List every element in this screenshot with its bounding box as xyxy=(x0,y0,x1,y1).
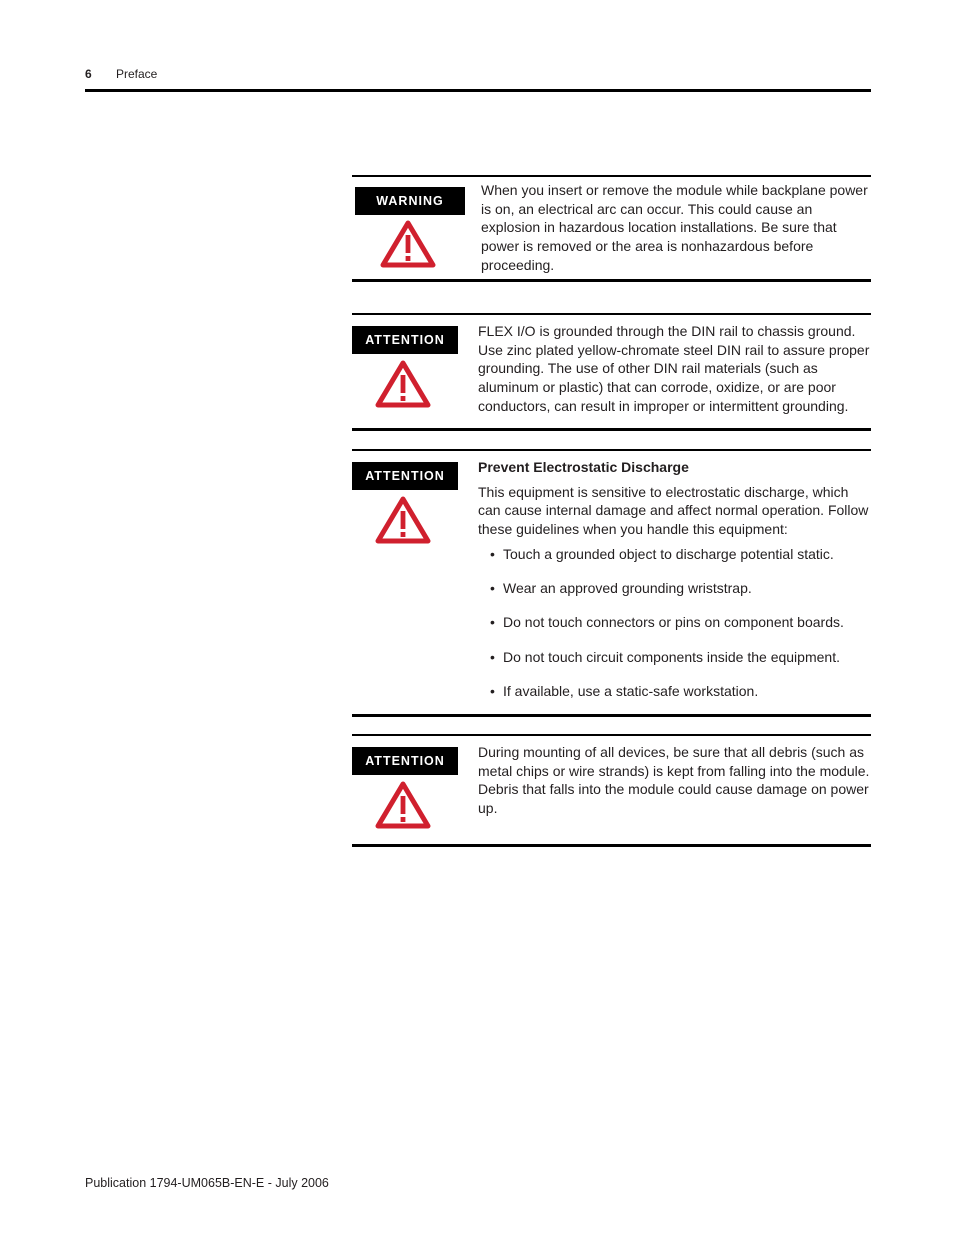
notice-body xyxy=(481,181,873,275)
list-item: • Do not touch circuit components inside the equipment. xyxy=(490,648,872,667)
warning-label: WARNING xyxy=(355,187,465,215)
section-title: Preface xyxy=(116,67,158,81)
attention-label: ATTENTION xyxy=(352,462,458,490)
notice-top-rule xyxy=(352,449,871,451)
attention-notice-esd xyxy=(352,449,871,719)
notice-bottom-rule xyxy=(352,714,871,717)
notice-bottom-rule xyxy=(352,844,871,847)
notice-heading: Prevent Electrostatic Discharge xyxy=(478,459,689,475)
list-item: • Do not touch connectors or pins on component boards. xyxy=(490,613,872,632)
warning-notice xyxy=(352,175,871,283)
page-footer: Publication 1794-UM065B-EN-E - July 2006 xyxy=(85,1176,329,1190)
notice-bottom-rule xyxy=(352,428,871,431)
warning-triangle-icon xyxy=(379,219,437,269)
notice-top-rule xyxy=(352,734,871,736)
notice-text: During mounting of all devices, be sure that all debris (such as metal chips or wire strands) is kept from falling into the module. Debris that falls into the module could cause damage on power up. xyxy=(478,744,870,817)
notice-body xyxy=(478,743,872,818)
page-number: 6 xyxy=(85,67,92,81)
list-item: • Touch a grounded object to discharge potential static. xyxy=(490,545,872,564)
notice-body xyxy=(478,322,872,416)
notice-text: When you insert or remove the module while backplane power is on, an electrical arc can occur. This could cause an explosion in hazardous location installations. Be sure that power is removed or the area is nonhazardous before proceeding. xyxy=(481,182,868,273)
warning-triangle-icon xyxy=(374,359,432,409)
page-header xyxy=(85,66,871,92)
attention-label: ATTENTION xyxy=(352,747,458,775)
notice-top-rule xyxy=(352,175,871,177)
list-item: • Wear an approved grounding wriststrap. xyxy=(490,579,872,598)
guideline-list xyxy=(478,545,872,701)
notice-text: This equipment is sensitive to electrostatic discharge, which can cause internal damage and affect normal operation. Follow these guidelines when you handle this equipment: xyxy=(478,483,869,538)
warning-triangle-icon xyxy=(374,780,432,830)
list-item: • If available, use a static-safe workstation. xyxy=(490,682,872,701)
attention-label: ATTENTION xyxy=(352,326,458,354)
notice-text: FLEX I/O is grounded through the DIN rail to chassis ground. Use zinc plated yellow-chromate steel DIN rail to assure proper grounding. The use of other DIN rail materials (such as aluminum or plastic) that can corrode, oxidize, or are poor conductors, can result in improper or intermittent grounding. xyxy=(478,323,870,414)
attention-notice-debris xyxy=(352,734,871,849)
notice-body xyxy=(478,458,872,716)
notice-top-rule xyxy=(352,313,871,315)
warning-triangle-icon xyxy=(374,495,432,545)
header-rule xyxy=(85,89,871,92)
attention-notice-grounding xyxy=(352,313,871,433)
notice-bottom-rule xyxy=(352,279,871,282)
